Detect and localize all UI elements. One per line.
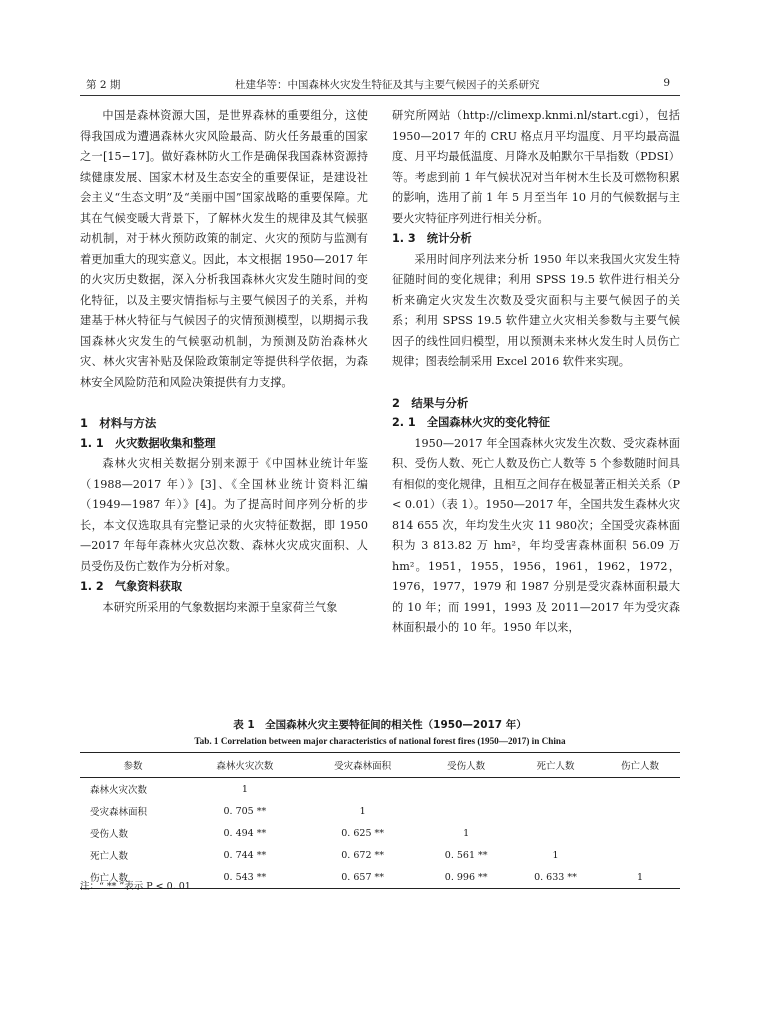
- section-2-1-text: 1950—2017 年全国森林火灾发生次数、受灾森林面积、受伤人数、死亡人数及伤亡人数等 5 个参数随时间具有相似的变化规律，且相互之间存在极显著正相关关系（P < 0.01）（表 1）。1950—2017 年，全国共发生森林火灾 814 655 次，年均发生火灾 11 980次；全国受灾森林面积为 3 813.82 万 hm²，年均受害森林面积 56.09 万 hm²。1951，1955，1956，1961，1962，1972，1976，1977，1979 和 1987 分别是受灾森林面积最大的 10 年；而 1991，1993 及 2011—2017 年为受灾森林面积最小的 10 年。1950 年以来，: [392, 436, 681, 634]
- table-cell: [422, 778, 511, 801]
- page-number: 9: [663, 77, 670, 89]
- table-row: [80, 800, 680, 822]
- correlation-table: [80, 752, 680, 889]
- section-2-1-heading: 2. 1 全国森林火灾的变化特征: [392, 416, 550, 429]
- table-cell: 0. 705 **: [223, 805, 267, 817]
- table-cell: [600, 800, 680, 822]
- section-1-3-text: 采用时间序列法来分析 1950 年以来我国火灾发生特征随时间的变化规律；利用 SPSS 19.5 软件进行相关分析来确定火灾发生次数及受灾面积与主要气候因子的关系；利用 SPSS 19.5 软件建立火灾相关参数与主要气候因子的线性回归模型，用以预测未来林火发生时人员伤亡规律；图表绘制采用 Excel 2016 软件来实现。: [392, 252, 680, 368]
- section-1-1-text: 森林火灾相关数据分别来源于《中国林业统计年鉴（1988—2017 年）》[3]、《全国林业统计资料汇编（1949—1987 年）》[4]。为了提高时间序列分析的步长，本文仅选取具有完整记录的火灾特征数据，即 1950—2017 年每年森林火灾总次数、森林火灾成灾面积、人员受伤及伤亡数作为分析对象。: [80, 457, 368, 573]
- table-cell: 1: [552, 849, 559, 861]
- table-cell: 0. 543 **: [186, 866, 304, 889]
- table-cell: [600, 844, 680, 866]
- section-1-1-heading: 1. 1 火灾数据收集和整理: [80, 436, 216, 450]
- table-cell: 1: [600, 866, 680, 889]
- intro-paragraph: 中国是森林资源大国，是世界森林的重要组分，这使得我国成为遭遇森林火灾风险最高、防火任务最重的国家之一[15−17]。做好森林防火工作是确保我国森林资源持续健康发展、国家木材及生态安全的重要保证，是建设社会主义“生态文明”及“美丽中国”国家战略的重要保障。尤其在气候变暖大背景下，了解林火发生的规律及其气候驱动机制，对于林火预防政策的制定、火灾的预防与监测有着更加重大的现实意义。因此，本文根据 1950—2017 年的火灾历史数据，深入分析我国森林火灾发生随时间的变化特征，以及主要灾情指标与主要气候因子的关系，并构建基于林火特征与气候因子的灾情预测模型，以期揭示我国森林火灾发生的气候驱动机制，为预测及防治森林火灾、林火灾害补贴及保险政策制定等提供科学依据，为森林安全风险防范和风险决策提供有力支撑。: [80, 109, 368, 389]
- table-cell: 0. 561 **: [444, 849, 488, 861]
- table-cell: 0. 494 **: [223, 827, 267, 839]
- row-label: 死亡人数: [90, 851, 129, 862]
- row-label: 森林火灾次数: [90, 785, 148, 796]
- table-header-cell: 受伤人数: [422, 753, 511, 778]
- running-title: 杜建华等：中国森林火灾发生特征及其与主要气候因子的关系研究: [235, 79, 540, 91]
- table-cell: 0. 996 **: [422, 866, 511, 889]
- left-column: [80, 106, 368, 618]
- table-note: 注：“ ** ”表示 P < 0. 01: [80, 881, 191, 892]
- table-header-cell: 受灾森林面积: [304, 753, 422, 778]
- section-1-2-text: 本研究所采用的气象数据均来源于皇家荷兰气象: [102, 600, 338, 614]
- table-row: [80, 844, 680, 866]
- continued-paragraph: 研究所网站（http://climexp.knmi.nl/start.cgi），包括 1950—2017 年的 CRU 格点月平均温度、月平均最高温度、月平均最低温度、月降水及帕默尔干旱指数（PDSI）等。考虑到前 1 年气候状况对当年树木生长及可燃物积累的影响，选用了前 1 年 5 月至当年 10 月的气候数据与主要火灾特征序列进行相关分析。: [392, 109, 680, 225]
- table-cell: 1: [463, 827, 470, 839]
- table-cell: [511, 822, 600, 844]
- section-1-2-heading: 1. 2 气象资料获取: [80, 580, 183, 593]
- section-1-3-heading: 1. 3 统计分析: [392, 232, 472, 245]
- table-cell: [600, 778, 680, 801]
- section-2-heading: 2 结果与分析: [392, 395, 469, 410]
- table-cell: [511, 800, 600, 822]
- page-header: [80, 73, 680, 93]
- issue-number: 第 2 期: [86, 79, 121, 91]
- table-cell: 0. 625 **: [341, 827, 385, 839]
- table-cell: [304, 778, 422, 801]
- table-header-cell: 参数: [80, 753, 186, 778]
- table-cell: [600, 822, 680, 844]
- table-title-cn: 表 1 全国森林火灾主要特征间的相关性（1950—2017 年）: [233, 719, 527, 731]
- table-row: [80, 778, 680, 801]
- table-cell: 1: [241, 783, 248, 795]
- table-title-en: Tab. 1 Correlation between major characteristics of national forest fires (1950—2017) in China: [194, 736, 566, 746]
- table-header-cell: 死亡人数: [511, 753, 600, 778]
- section-1-heading: 1 材料与方法: [80, 416, 157, 430]
- table-header-row: [80, 753, 680, 778]
- table-row: [80, 822, 680, 844]
- row-label: 受伤人数: [90, 829, 129, 840]
- table-cell: 0. 672 **: [341, 849, 385, 861]
- table-cell: 0. 657 **: [304, 866, 422, 889]
- right-column: [392, 106, 680, 639]
- table-cell: 0. 744 **: [223, 849, 267, 861]
- table-header-cell: 伤亡人数: [600, 753, 680, 778]
- table-cell: [511, 778, 600, 801]
- table-cell: 1: [359, 805, 366, 817]
- table-cell: 0. 633 **: [511, 866, 600, 889]
- header-rule: [80, 95, 680, 96]
- table-header-cell: 森林火灾次数: [186, 753, 304, 778]
- table-cell: [422, 800, 511, 822]
- row-label: 受灾森林面积: [90, 807, 148, 818]
- row-label: 伤亡人数: [80, 866, 186, 889]
